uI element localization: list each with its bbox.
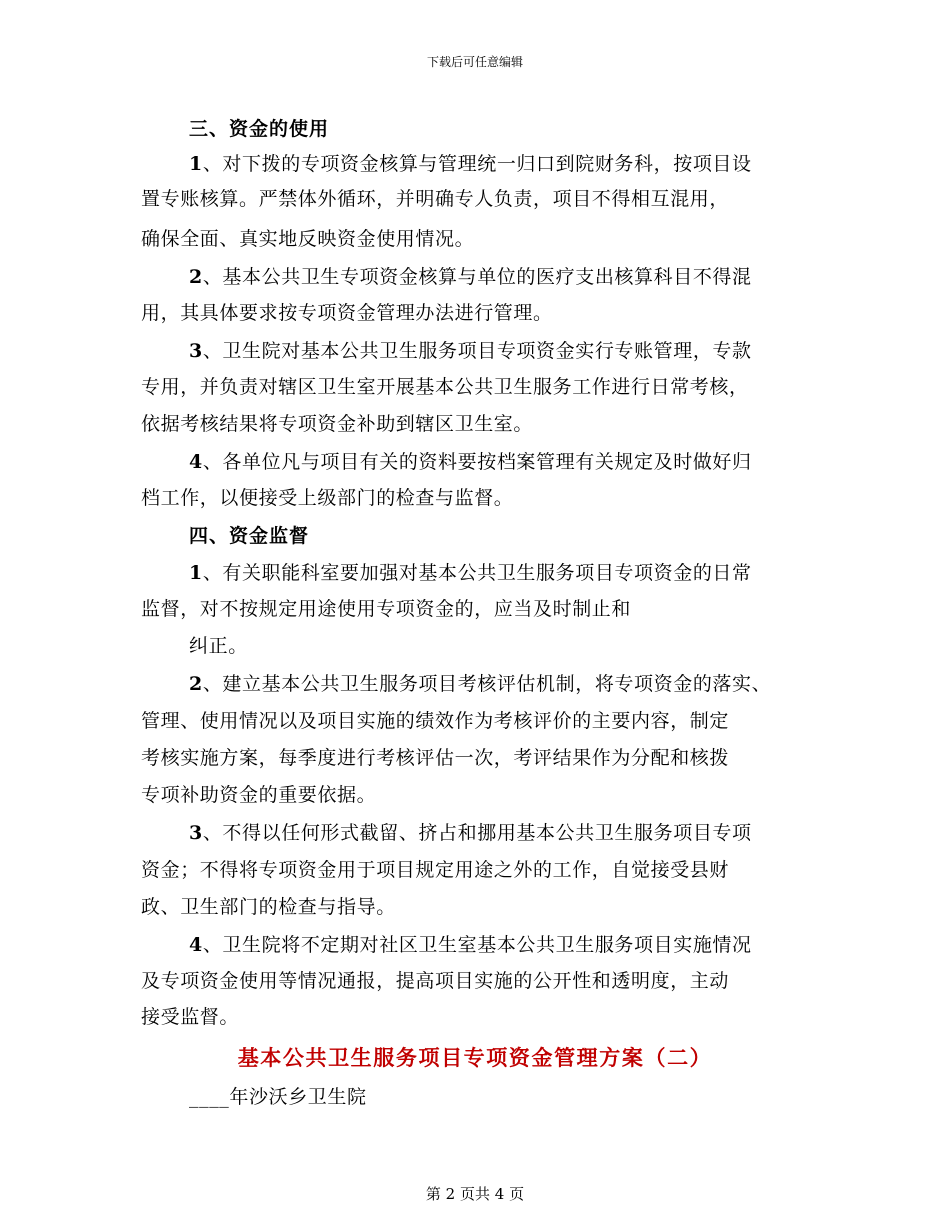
- header-note: 下载后可任意编辑: [426, 55, 523, 69]
- paragraph-4-3-line-3: 政、卫生部门的检查与指导。: [141, 896, 396, 918]
- paragraph-3-3-line-2: 专用，并负责对辖区卫生室开展基本公共卫生服务工作进行日常考核，: [141, 376, 749, 398]
- paragraph-3-2-line-1: 2、基本公共卫生专项资金核算与单位的医疗支出核算科目不得混: [189, 266, 752, 288]
- paragraph-4-2-line-4: 专项补助资金的重要依据。: [141, 784, 377, 806]
- paragraph-4-4-line-1: 4、卫生院将不定期对社区卫生室基本公共卫生服务项目实施情况: [189, 934, 752, 956]
- paragraph-4-4-line-2: 及专项资金使用等情况通报，提高项目实施的公开性和透明度，主动: [141, 970, 730, 992]
- paragraph-4-3-line-1: 3、不得以任何形式截留、挤占和挪用基本公共卫生服务项目专项: [189, 822, 752, 844]
- paragraph-3-4-line-1: 4、各单位凡与项目有关的资料要按档案管理有关规定及时做好归: [189, 451, 752, 473]
- paragraph-4-2-line-3: 考核实施方案，每季度进行考核评估一次，考评结果作为分配和核拨: [141, 747, 730, 769]
- paragraph-4-1-line-2: 监督，对不按规定用途使用专项资金的，应当及时制止和: [141, 598, 632, 620]
- paragraph-4-1-line-3: 纠正。: [189, 635, 248, 657]
- paragraph-3-4-line-2: 档工作，以便接受上级部门的检查与监督。: [141, 487, 514, 509]
- paragraph-3-3-line-1: 3、卫生院对基本公共卫生服务项目专项资金实行专账管理，专款: [189, 340, 752, 362]
- paragraph-4-4-line-3: 接受监督。: [141, 1006, 240, 1028]
- paragraph-3-3-line-3: 依据考核结果将专项资金补助到辖区卫生室。: [141, 413, 534, 435]
- paragraph-3-1-line-1: 1、对下拨的专项资金核算与管理统一归口到院财务科，按项目设: [189, 153, 752, 175]
- section-heading-4: 四、资金监督: [189, 525, 310, 547]
- paragraph-4-2-line-2: 管理、使用情况以及项目实施的绩效作为考核评价的主要内容，制定: [141, 710, 730, 732]
- paragraph-3-1-line-3: 确保全面、真实地反映资金使用情况。: [141, 228, 475, 250]
- paragraph-4-3-line-2: 资金；不得将专项资金用于项目规定用途之外的工作，自觉接受县财: [141, 859, 730, 881]
- paragraph-4-2-line-1: 2、建立基本公共卫生服务项目考核评估机制，将专项资金的落实、: [189, 673, 772, 695]
- issuer-line: ____年沙沃乡卫生院: [189, 1086, 367, 1108]
- section-heading-3: 三、资金的使用: [189, 118, 330, 140]
- document-title: 基本公共卫生服务项目专项资金管理方案（二）: [237, 1045, 713, 1070]
- paragraph-3-2-line-2: 用，其具体要求按专项资金管理办法进行管理。: [141, 302, 553, 324]
- paragraph-3-1-line-2: 置专账核算。严禁体外循环，并明确专人负责，项目不得相互混用，: [141, 188, 730, 210]
- page-number-footer: 第 2 页共 4 页: [425, 1185, 525, 1203]
- paragraph-4-1-line-1: 1、有关职能科室要加强对基本公共卫生服务项目专项资金的日常: [189, 562, 752, 584]
